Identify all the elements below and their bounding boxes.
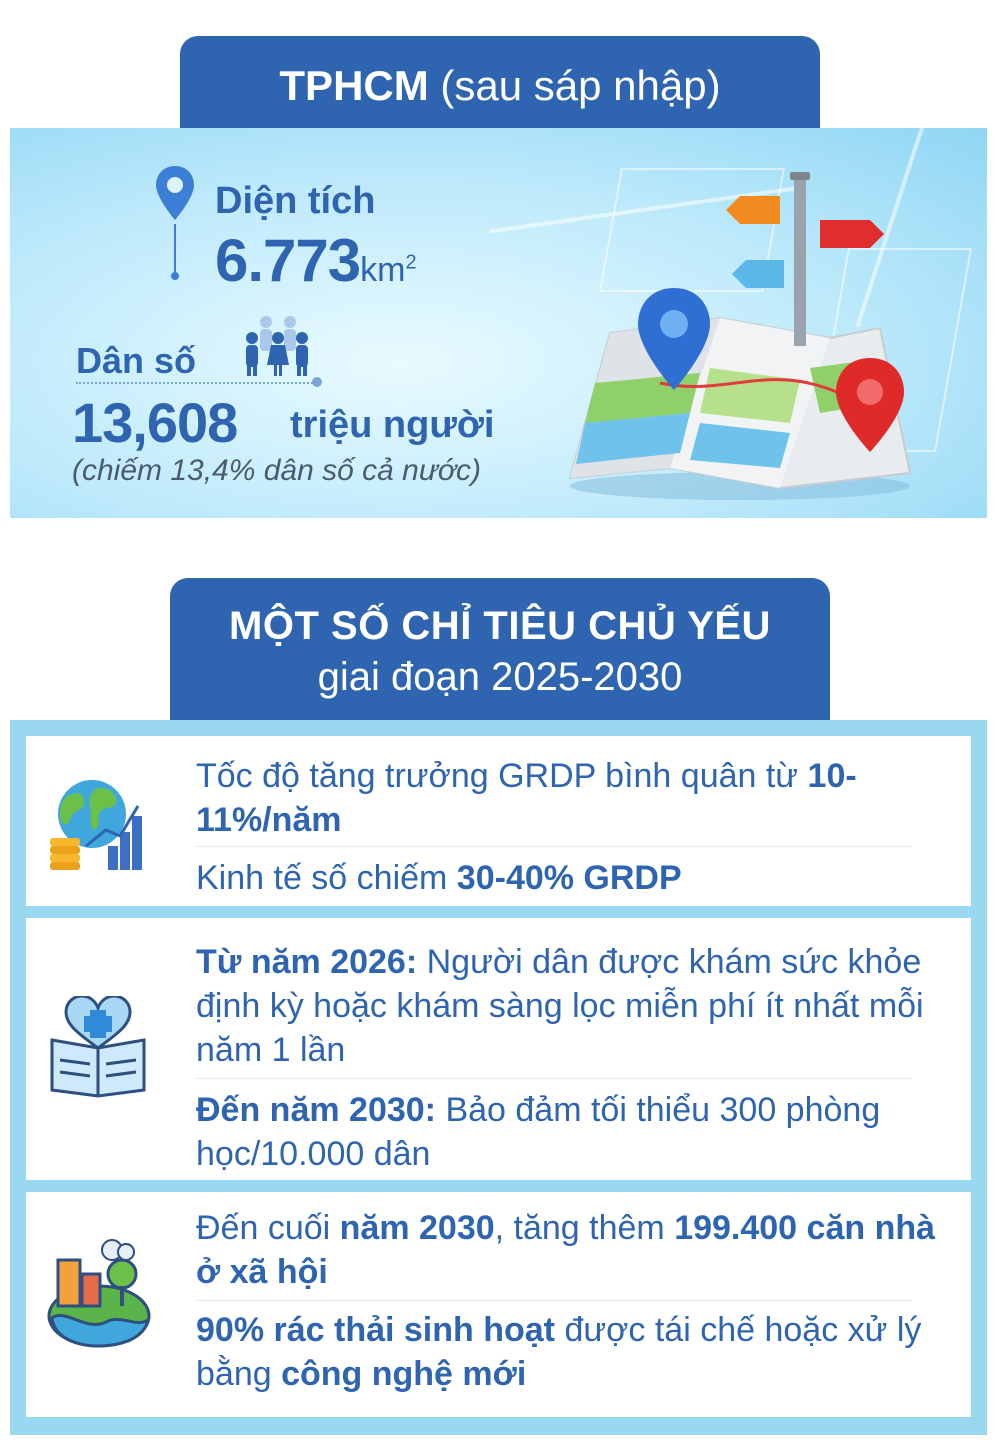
card-divider: [196, 846, 911, 847]
social-housing-text: Đến cuối năm 2030, tăng thêm 199.400 căn nhà ở xã hội: [196, 1209, 936, 1291]
population-label: Dân số: [76, 340, 197, 381]
economy-growth-value: 10-11%/năm: [196, 757, 857, 839]
social-housing-value: 199.400 căn nhà ở xã hội: [196, 1209, 936, 1291]
digital-economy-text: Kinh tế số chiếm 30-40% GRDP: [196, 859, 682, 897]
header-indicators-period: giai đoạn 2025-2030: [317, 655, 683, 699]
indicators-panel: [10, 720, 987, 1435]
education-year: Đến năm 2030:: [196, 1091, 436, 1129]
economy-growth-text: Tốc độ tăng trưởng GRDP bình quân từ 10-11%/năm: [196, 757, 857, 839]
population-divider-dot: [312, 377, 322, 387]
area-label: Diện tích: [215, 180, 376, 222]
card-divider: [196, 1078, 911, 1079]
area-number: 6.773: [215, 227, 361, 294]
overview-panel: [10, 128, 987, 518]
waste-recycling-text: 90% rác thải sinh hoạt được tái chế hoặc xử lý bằng công nghệ mới: [196, 1311, 922, 1393]
area-value: [215, 226, 417, 295]
education-text: Đến năm 2030: Bảo đảm tối thiểu 300 phòng học/10.000 dân: [196, 1091, 881, 1173]
card-divider: [196, 1300, 911, 1301]
digital-economy-value: 30-40% GRDP: [456, 859, 682, 897]
header-location-bold: TPHCM: [279, 62, 429, 109]
globe-coins-icon: [46, 776, 146, 871]
indicator-card-health-education: [26, 918, 971, 1180]
header-indicators: [170, 578, 830, 720]
health-checkup-text: Từ năm 2026: Người dân được khám sức khỏe định kỳ hoặc khám sàng lọc miễn phí ít nhất mỗi năm 1 lần: [196, 943, 924, 1069]
signpost-map-icon: [550, 168, 930, 508]
population-unit: triệu người: [290, 404, 495, 446]
indicator-card-housing-waste: [26, 1192, 971, 1417]
header-location-rest: (sau sáp nhập): [428, 62, 721, 109]
city-nature-icon: [46, 1238, 152, 1348]
location-pin-icon: [154, 164, 196, 284]
header-indicators-title: MỘT SỐ CHỈ TIÊU CHỦ YẾU: [229, 604, 771, 648]
health-checkup-year: Từ năm 2026:: [196, 943, 418, 981]
area-unit: $km^2$: [360, 251, 417, 289]
people-icon: [238, 314, 316, 378]
indicator-card-economy: [26, 736, 971, 906]
health-book-icon: [46, 996, 150, 1098]
header-location: [180, 36, 820, 128]
population-value: 13,608: [72, 391, 238, 454]
population-note: (chiếm 13,4% dân số cả nước): [72, 454, 481, 487]
population-divider: [76, 382, 316, 384]
waste-recycling-value: 90% rác thải sinh hoạt: [196, 1311, 555, 1349]
